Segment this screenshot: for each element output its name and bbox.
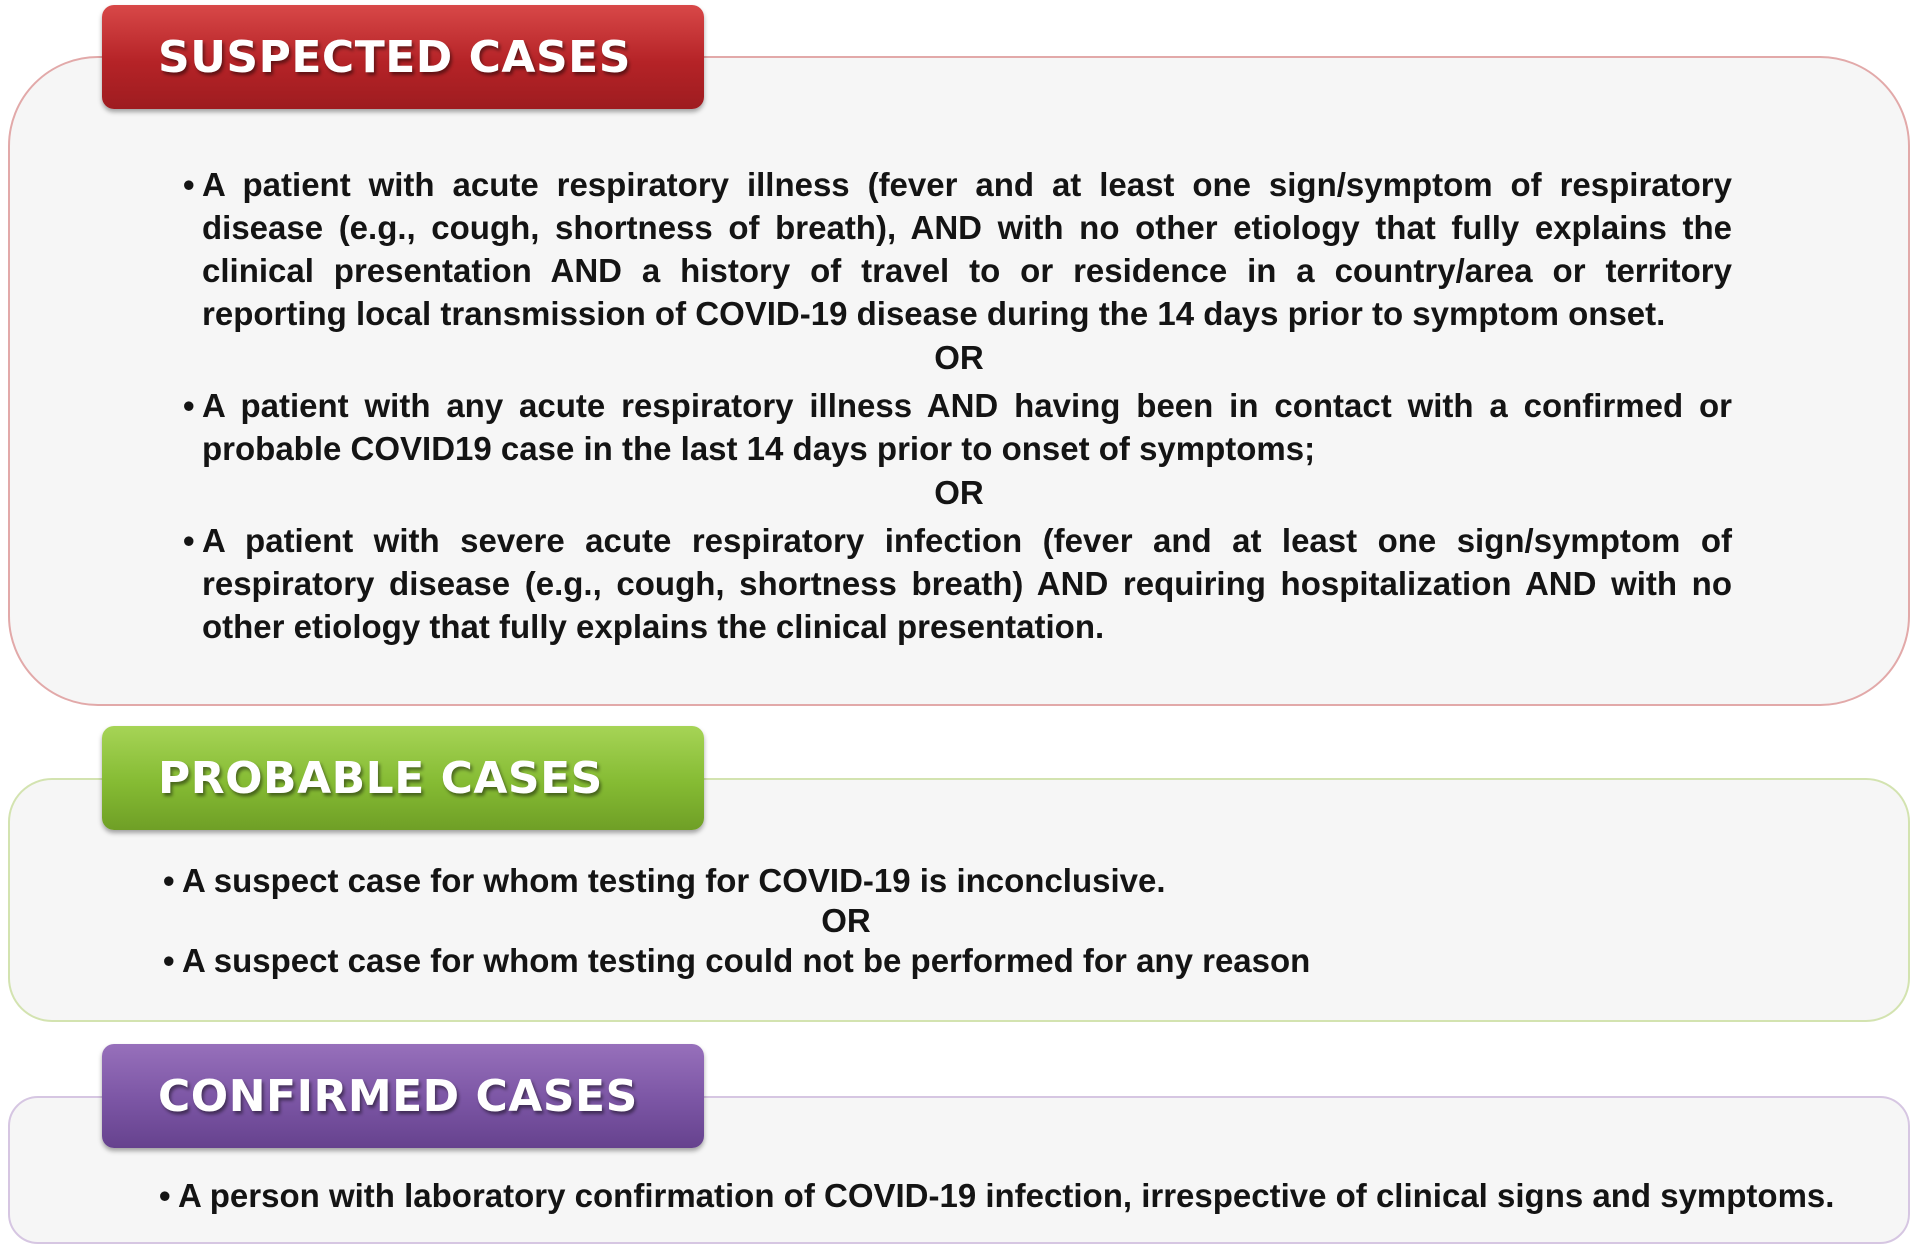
criterion-bullet: • A person with laboratory confirmation of COVID-19 infection, irrespective of clinical signs and symptoms. <box>162 1174 1862 1217</box>
suspected-cases-header: SUSPECTED CASES <box>102 5 704 109</box>
bullet-icon: • <box>183 166 195 203</box>
or-separator: OR <box>934 474 984 511</box>
criterion-bullet: • A patient with any acute respiratory illness AND having been in contact with a confirmed or probable COVID19 case in the last 14 days prior to onset of symptoms; <box>186 384 1732 470</box>
or-separator: OR <box>821 902 871 939</box>
or-separator: OR <box>934 339 984 376</box>
confirmed-cases-criteria <box>159 1174 1862 1217</box>
suspected-cases-criteria <box>183 163 1732 648</box>
criterion-bullet: • A suspect case for whom testing could not be performed for any reason <box>163 942 1311 979</box>
probable-cases-criteria <box>163 861 1726 981</box>
confirmed-cases-header: CONFIRMED CASES <box>102 1044 704 1148</box>
bullet-icon: • <box>163 942 175 979</box>
bullet-icon: • <box>159 1177 171 1214</box>
criterion-bullet: • A patient with severe acute respiratory infection (fever and at least one sign/symptom of respiratory disease (e.g., cough, shortness breath) AND requiring hospitalization AND with no other etiology that fully explains the clinical presentation. <box>186 519 1732 648</box>
bullet-icon: • <box>163 862 175 899</box>
criterion-bullet: • A patient with acute respiratory illness (fever and at least one sign/symptom of respiratory disease (e.g., cough, shortness of breath), AND with no other etiology that fully explains the clinical presentation AND a history of travel to or residence in a country/area or territory reporting local transmission of COVID-19 disease during the 14 days prior to symptom onset. <box>186 163 1732 335</box>
bullet-icon: • <box>183 522 195 559</box>
bullet-icon: • <box>183 387 195 424</box>
criterion-bullet: • A suspect case for whom testing for COVID-19 is inconclusive. <box>163 862 1166 899</box>
probable-cases-header: PROBABLE CASES <box>102 726 704 830</box>
